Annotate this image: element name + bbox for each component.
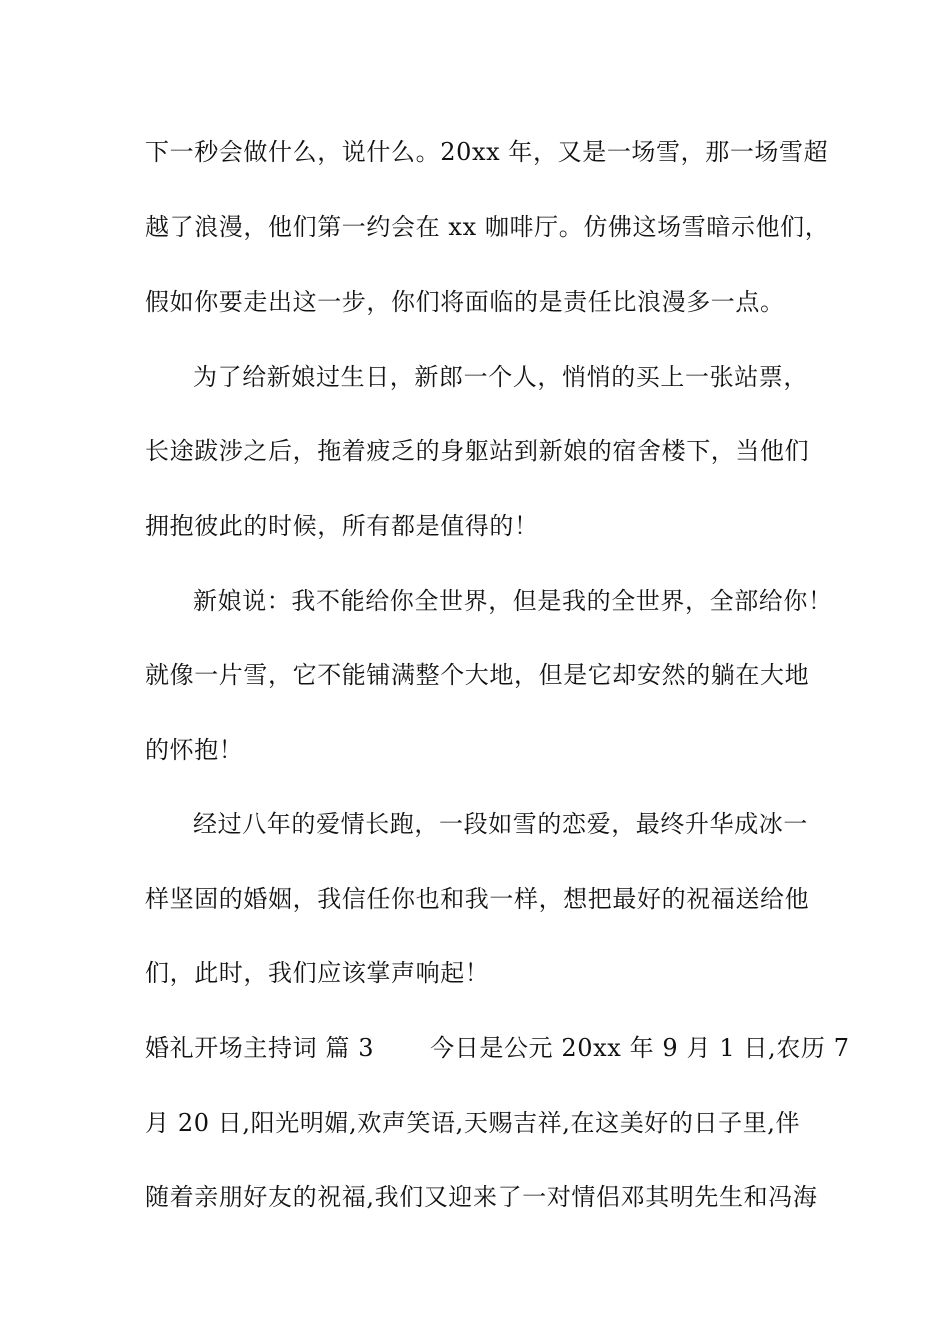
text-line: 长途跋涉之后，拖着疲乏的身躯站到新娘的宿舍楼下，当他们 [145,437,810,465]
text-line: 下一秒会做什么，说什么。20xx 年，又是一场雪，那一场雪超 [145,138,829,166]
text-line: 们，此时，我们应该掌声响起！ [145,959,490,987]
text-line: 假如你要走出这一步，你们将面临的是责任比浪漫多一点。 [145,288,785,316]
section-heading: 婚礼开场主持词 篇 3 [145,1034,375,1062]
text-line: 就像一片雪，它不能铺满整个大地，但是它却安然的躺在大地 [145,661,810,689]
text-line: 经过八年的爱情长跑，一段如雪的恋爱，最终升华成冰一 [193,810,808,838]
text-line: 随着亲朋好友的祝福,我们又迎来了一对情侣邓其明先生和冯海 [145,1183,818,1211]
text-line: 的怀抱！ [145,736,244,764]
text-line: 越了浪漫，他们第一约会在 xx 咖啡厅。仿佛这场雪暗示他们， [145,213,830,241]
text-line: 为了给新娘过生日，新郎一个人，悄悄的买上一张站票， [193,363,808,391]
text-line: 样坚固的婚姻，我信任你也和我一样，想把最好的祝福送给他 [145,885,810,913]
text-line: 拥抱彼此的时候，所有都是值得的！ [145,512,539,540]
text-line: 新娘说：我不能给你全世界，但是我的全世界，全部给你！ [193,587,833,615]
text-line: 月 20 日,阳光明媚,欢声笑语,天赐吉祥,在这美好的日子里,伴 [145,1109,801,1137]
section-first-line [145,1032,850,1064]
section-first-line-text: 今日是公元 20xx 年 9 月 1 日,农历 7 [430,1034,850,1062]
